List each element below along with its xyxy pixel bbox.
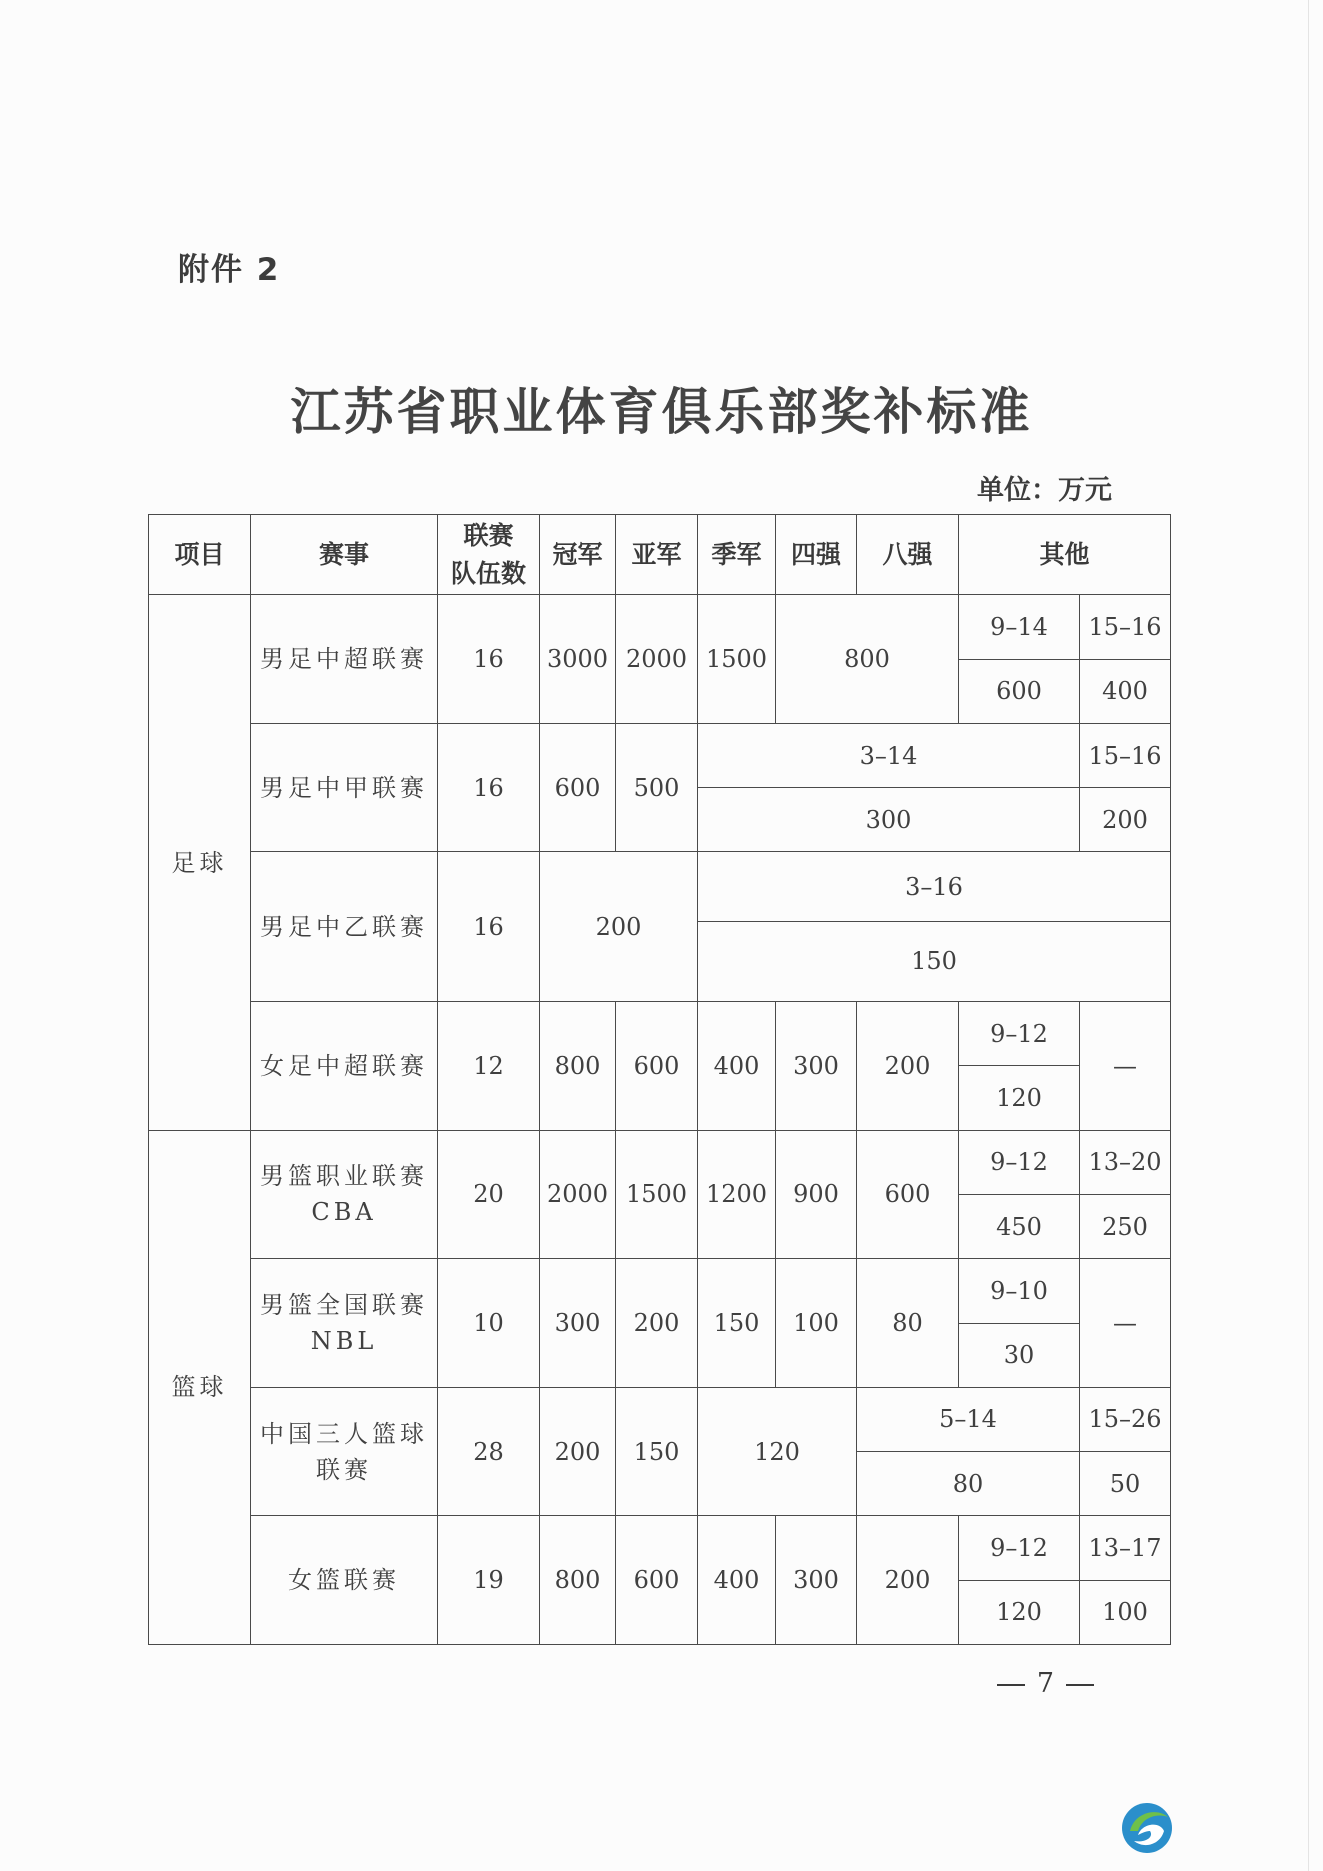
range-cell: 15–26	[1080, 1387, 1171, 1451]
teams-cell: 19	[438, 1516, 540, 1645]
runner-up-cell: 200	[616, 1259, 698, 1388]
top8-cell: 80	[857, 1259, 959, 1388]
teams-cell: 16	[438, 852, 540, 1002]
other-value-cell: 100	[1080, 1580, 1171, 1644]
table-row	[149, 723, 1171, 787]
top8-cell: 200	[857, 1002, 959, 1131]
header-other: 其他	[959, 515, 1171, 595]
top4-cell: 300	[776, 1002, 857, 1131]
event-name: 女篮联赛	[251, 1516, 438, 1645]
runner-up-cell: 150	[616, 1387, 698, 1516]
value-cell: 150	[698, 921, 1171, 1001]
unit-label: 单位：万元	[977, 475, 1112, 506]
page-number	[985, 1668, 1106, 1699]
header-top8: 八强	[857, 515, 959, 595]
other-range-cell: 9–12	[959, 1516, 1080, 1580]
other-value-cell: 120	[959, 1066, 1080, 1130]
event-name: 男足中超联赛	[251, 595, 438, 724]
champion-cell: 200	[540, 1387, 616, 1516]
top8-cell: 600	[857, 1130, 959, 1259]
teams-cell: 16	[438, 595, 540, 724]
page-number-value: 7	[1036, 1668, 1054, 1699]
table-row	[149, 595, 1171, 659]
champion-cell: 800	[540, 1002, 616, 1131]
table-row	[149, 1002, 1171, 1066]
other-value-cell: 400	[1080, 659, 1171, 723]
event-name: 男足中乙联赛	[251, 852, 438, 1002]
other-range-cell: 13–17	[1080, 1516, 1171, 1580]
other-value-cell: 600	[959, 659, 1080, 723]
event-name	[251, 1130, 438, 1259]
event-name	[251, 1387, 438, 1516]
value-cell: 200	[1080, 788, 1171, 852]
page-dash-left	[997, 1684, 1025, 1686]
logo-icon	[1120, 1801, 1174, 1855]
third-cell: 1500	[698, 595, 776, 724]
header-teams	[438, 515, 540, 595]
header-teams-line1: 联赛	[463, 521, 514, 551]
other-range-cell: 13–20	[1080, 1130, 1171, 1194]
header-third: 季军	[698, 515, 776, 595]
document-title: 江苏省职业体育俱乐部奖补标准	[290, 382, 1033, 441]
header-teams-line2: 队伍数	[450, 558, 526, 588]
other-empty-cell: —	[1080, 1002, 1171, 1131]
table-row	[149, 1516, 1171, 1580]
range-cell: 3–16	[698, 852, 1171, 921]
event-name-line2: NBL	[310, 1327, 378, 1356]
event-name: 男足中甲联赛	[251, 723, 438, 852]
other-range-cell: 9–12	[959, 1130, 1080, 1194]
range-cell: 15–16	[1080, 723, 1171, 787]
top4-cell: 300	[776, 1516, 857, 1645]
champion-cell: 3000	[540, 595, 616, 724]
table-row	[149, 1259, 1171, 1323]
header-event: 赛事	[251, 515, 438, 595]
other-range-cell: 9–10	[959, 1259, 1080, 1323]
champion-cell: 600	[540, 723, 616, 852]
runner-up-cell: 500	[616, 723, 698, 852]
runner-up-cell: 2000	[616, 595, 698, 724]
top8-cell: 200	[857, 1516, 959, 1645]
sport-football: 足球	[149, 595, 251, 1130]
header-runner-up: 亚军	[616, 515, 698, 595]
third-cell: 1200	[698, 1130, 776, 1259]
value-cell: 80	[857, 1452, 1080, 1516]
champion-runner-up-cell: 200	[540, 852, 698, 1002]
other-range-cell: 15–16	[1080, 595, 1171, 659]
value-cell: 50	[1080, 1452, 1171, 1516]
top4-cell: 100	[776, 1259, 857, 1388]
runner-up-cell: 600	[616, 1002, 698, 1131]
top4-top8-cell: 800	[776, 595, 959, 724]
event-name-line1: 中国三人篮球	[260, 1419, 428, 1448]
runner-up-cell: 1500	[616, 1130, 698, 1259]
teams-cell: 28	[438, 1387, 540, 1516]
other-value-cell: 120	[959, 1580, 1080, 1644]
event-name-line2: CBA	[311, 1198, 377, 1227]
other-value-cell: 30	[959, 1323, 1080, 1387]
third-cell: 400	[698, 1002, 776, 1131]
event-name-line2: 联赛	[316, 1455, 372, 1484]
sport-basketball: 篮球	[149, 1130, 251, 1644]
third-cell: 400	[698, 1516, 776, 1645]
champion-cell: 2000	[540, 1130, 616, 1259]
event-name	[251, 1259, 438, 1388]
other-range-cell: 9–12	[959, 1002, 1080, 1066]
page-edge-line	[1308, 0, 1309, 1871]
subsidy-table	[148, 514, 1171, 1645]
table-row	[149, 1130, 1171, 1194]
header-row	[149, 515, 1171, 595]
page-dash-right	[1066, 1684, 1094, 1686]
champion-cell: 800	[540, 1516, 616, 1645]
header-top4: 四强	[776, 515, 857, 595]
runner-up-cell: 600	[616, 1516, 698, 1645]
other-value-cell: 450	[959, 1194, 1080, 1258]
header-sport: 项目	[149, 515, 251, 595]
third-cell: 150	[698, 1259, 776, 1388]
range-cell: 5–14	[857, 1387, 1080, 1451]
teams-cell: 16	[438, 723, 540, 852]
third-top4-cell: 120	[698, 1387, 857, 1516]
attachment-label: 附件 2	[178, 252, 281, 288]
teams-cell: 12	[438, 1002, 540, 1131]
table-row	[149, 1387, 1171, 1451]
event-name: 女足中超联赛	[251, 1002, 438, 1131]
other-value-cell: 250	[1080, 1194, 1171, 1258]
value-cell: 300	[698, 788, 1080, 852]
range-cell: 3–14	[698, 723, 1080, 787]
header-champion: 冠军	[540, 515, 616, 595]
event-name-line1: 男篮全国联赛	[260, 1291, 428, 1320]
top4-cell: 900	[776, 1130, 857, 1259]
teams-cell: 10	[438, 1259, 540, 1388]
other-range-cell: 9–14	[959, 595, 1080, 659]
teams-cell: 20	[438, 1130, 540, 1259]
champion-cell: 300	[540, 1259, 616, 1388]
table-row	[149, 852, 1171, 921]
event-name-line1: 男篮职业联赛	[260, 1162, 428, 1191]
other-empty-cell: —	[1080, 1259, 1171, 1388]
